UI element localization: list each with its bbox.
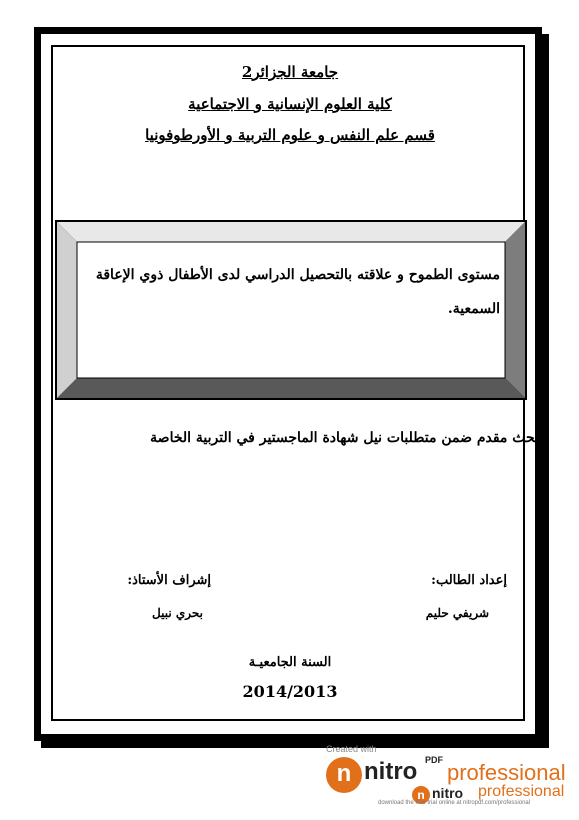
thesis-statement: بحث مقدم ضمن متطلبات نيل شهادة الماجستير في التربية الخاصة [150, 430, 539, 446]
watermark-brand-small: nitro [432, 785, 464, 801]
supervisor-label: إشراف الأستاذ: [127, 573, 211, 588]
student-name: شريفي حليم [425, 606, 489, 620]
nitro-logo-icon: n [326, 757, 362, 793]
watermark-edition: professional [447, 760, 566, 785]
thesis-title: مستوى الطموح و علاقته بالتحصيل الدراسي لدى الأطفال ذوي الإعاقة السمعية. [95, 267, 500, 317]
department-name: قسم علم النفس و علوم التربية و الأورطوفونيا [145, 126, 435, 144]
university-name: جامعة الجزائر2 [241, 63, 339, 81]
watermark-tagline: download the free trial online at nitropdf.com/professional [378, 800, 531, 806]
watermark-brand: nitro [364, 758, 418, 785]
watermark-pdf: PDF [425, 755, 443, 765]
watermark-created-with: Created with [326, 744, 377, 754]
academic-year-value: 2014/2013 [242, 682, 338, 701]
supervisor-name: بحري نبيل [152, 606, 203, 620]
watermark-edition-small: professional [478, 783, 565, 800]
nitro-logo-small-icon: n [412, 786, 430, 804]
academic-year-label: السنة الجامعيـة [248, 655, 332, 670]
student-label: إعداد الطالب: [431, 573, 507, 588]
faculty-name: كلية العلوم الإنسانية و الاجتماعية [188, 95, 392, 113]
